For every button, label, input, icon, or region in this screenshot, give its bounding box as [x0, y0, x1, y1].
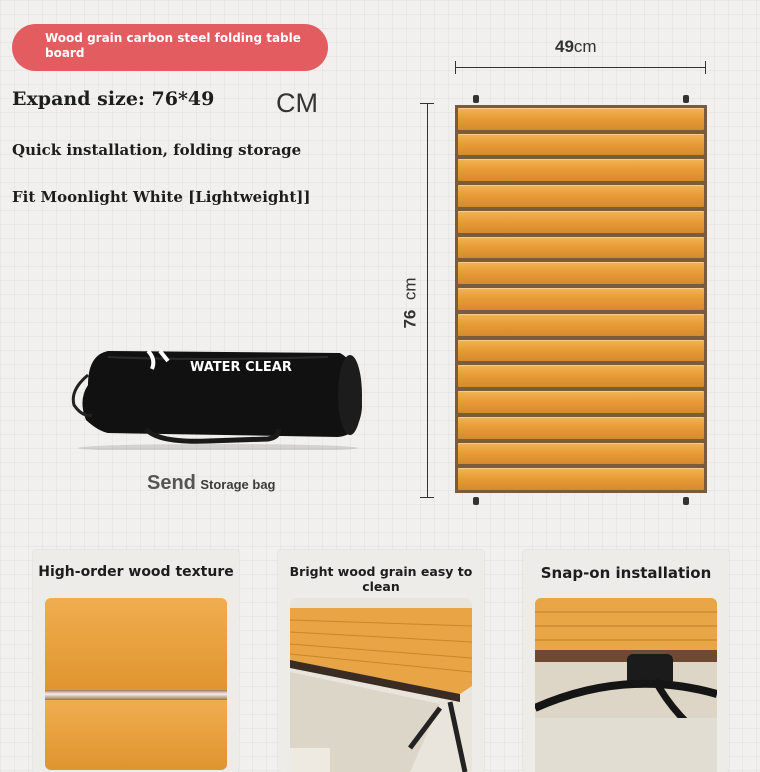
width-dimension-line [455, 61, 706, 73]
snap-on-image [535, 598, 717, 772]
wood-texture-image [45, 598, 227, 770]
width-value: 49 [555, 37, 574, 56]
bag-brand-text: WATER CLEAR [190, 360, 292, 375]
length-value: 76 [400, 309, 420, 329]
length-unit: cm [400, 277, 420, 301]
feature-line-2: Fit Moonlight White [Lightweight]] [12, 188, 311, 206]
width-unit: cm [573, 37, 597, 56]
length-dimension-label [401, 277, 421, 328]
length-dimension-line [420, 103, 434, 498]
easy-clean-image [290, 598, 472, 772]
expand-size-unit: CM [276, 88, 318, 118]
product-title-badge [12, 24, 328, 71]
feature-card-snap-on [523, 550, 729, 772]
storage-bag-text: Storage bag [200, 477, 276, 492]
card-title: Snap-on installation [540, 564, 712, 582]
table-board-image [455, 101, 707, 497]
card-title: High-order wood texture [38, 564, 234, 580]
feature-card-wood-texture [33, 550, 239, 772]
send-storage-bag-caption [147, 472, 275, 495]
width-dimension-label [555, 37, 597, 57]
card-title: Bright wood grain easy to clean [289, 564, 473, 594]
badge-text: Wood grain carbon steel folding table board [45, 31, 301, 60]
feature-card-easy-clean [278, 550, 484, 772]
storage-bag-image [68, 345, 368, 450]
expand-size-label: Expand size: 76*49 [12, 88, 215, 110]
feature-line-1: Quick installation, folding storage [12, 141, 302, 159]
send-word: Send [147, 472, 196, 494]
